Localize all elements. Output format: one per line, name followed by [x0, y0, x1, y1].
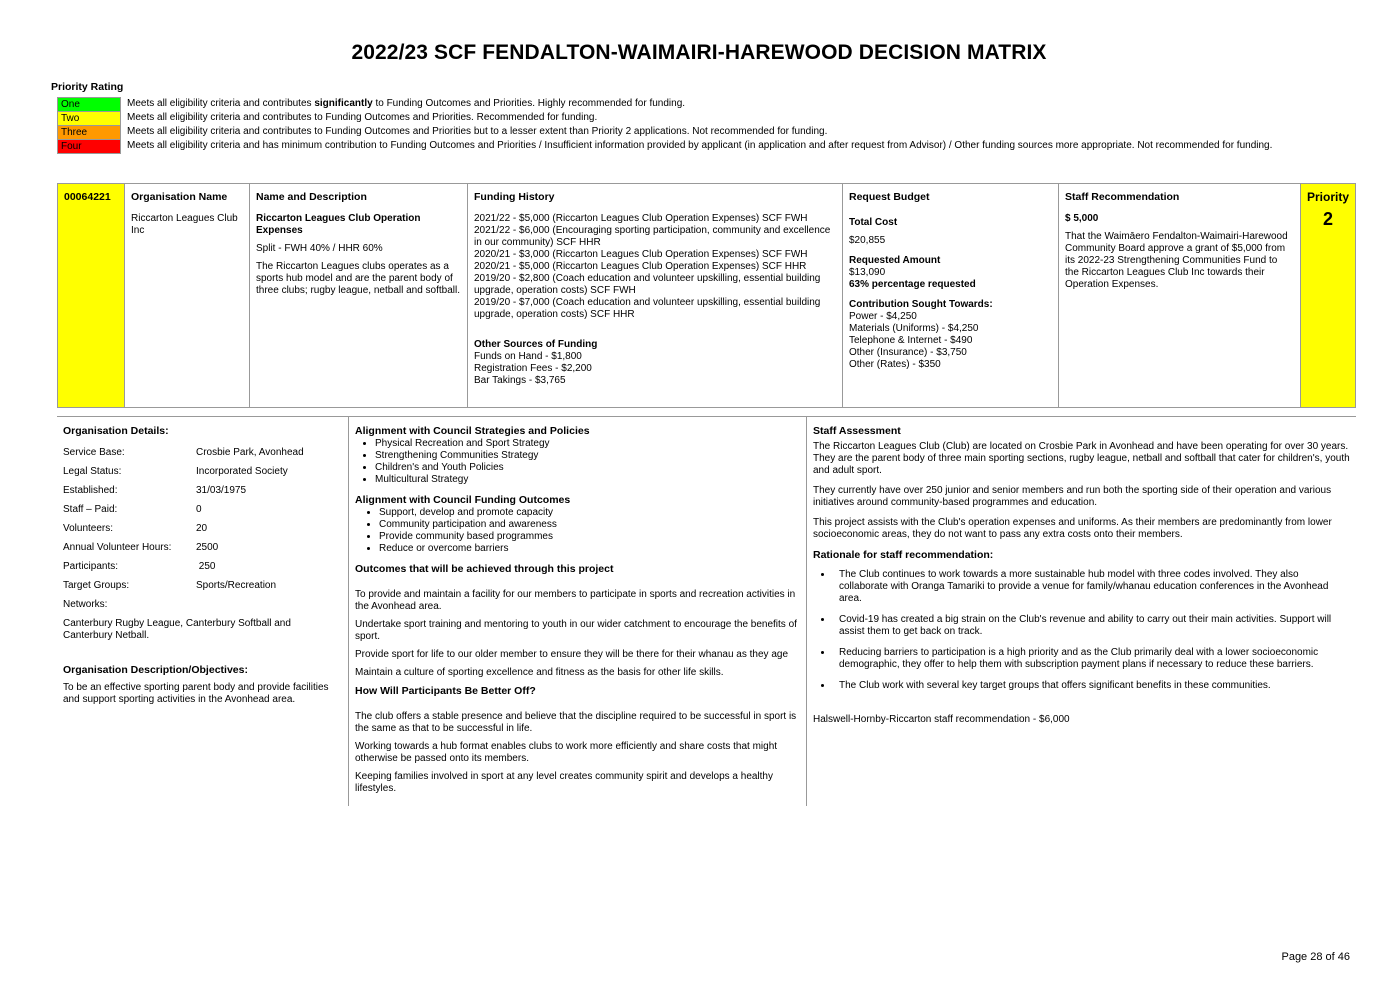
split: Split - FWH 40% / HHR 60% [256, 243, 383, 254]
list-item: • Provide community based programmes [379, 531, 800, 543]
strategies-list [355, 438, 800, 486]
rationale-heading: Rationale for staff recommendation: [813, 549, 994, 561]
outcomes-list [355, 507, 800, 555]
assessment-heading: Staff Assessment [813, 425, 901, 437]
list-item: • Strengthening Communities Strategy [375, 450, 800, 462]
priority-heading: Priority [1307, 190, 1350, 204]
recommendation-heading: Staff Recommendation [1065, 191, 1180, 203]
rationale-list [813, 569, 1350, 692]
recommendation-text: That the Waimāero Fendalton-Waimairi-Harewood Community Board approve a grant of $5,000 from its 2022-23 Strengthening Communities Fund to the Riccarton Leagues Club Inc towards their Operation Expenses. [1065, 231, 1288, 290]
contribution-item: Other (Rates) - $350 [849, 359, 941, 370]
staff-recommendation-cell [1059, 184, 1301, 407]
application-table [57, 183, 1356, 408]
contribution-item: Power - $4,250 [849, 311, 917, 322]
org-name: Riccarton Leagues Club Inc [131, 213, 238, 236]
networks-text: Canterbury Rugby League, Canterbury Softball and Canterbury Netball. [63, 618, 291, 641]
assessment-para: They currently have over 250 junior and senior members and run both the sporting side of their operation and various initiatives around community-based programmes and education. [813, 485, 1332, 508]
application-id-cell [58, 184, 125, 407]
priority-label: Two [57, 111, 121, 125]
detail-row: Target Groups: Sports/Recreation [63, 580, 277, 591]
alignment-section [349, 417, 807, 806]
name-heading: Name and Description [256, 191, 367, 203]
page-title: 2022/23 SCF FENDALTON-WAIMAIRI-HAREWOOD DECISION MATRIX [351, 41, 1047, 64]
org-description-heading: Organisation Description/Objectives: [63, 664, 248, 676]
staff-assessment [807, 417, 1356, 806]
funding-history-list [474, 213, 836, 321]
list-item: • Multicultural Strategy [375, 474, 800, 486]
other-sources-heading: Other Sources of Funding [474, 339, 598, 350]
assessment-para: The Riccarton Leagues Club (Club) are located on Crosbie Park in Avonhead and have been operating for over 30 years. They are the parent body of three main sporting sections, rugby league, netball and softball that cater for children's, youth and adult sport. [813, 441, 1350, 476]
project-description: The Riccarton Leagues clubs operates as a sports hub model and are the parent body of three clubs; rugby league, netball and softball. [256, 261, 461, 296]
contribution-item: Telephone & Internet - $490 [849, 335, 973, 346]
page-number: Page 28 of 46 [1281, 951, 1350, 963]
detail-row: Established: 31/03/1975 [63, 485, 247, 496]
requested-label: Requested Amount [849, 255, 941, 266]
list-item: • Children's and Youth Policies [375, 462, 800, 474]
list-item: • The Club work with several key target groups that offers significant benefits in these communities. [833, 680, 1350, 692]
description-cell [250, 184, 468, 407]
total-cost: $20,855 [849, 235, 886, 246]
detail-row: Networks: [63, 599, 108, 610]
total-cost-label: Total Cost [849, 217, 898, 228]
funding-item: 2019/20 - $2,800 (Coach education and volunteer upskilling, essential building upgrade, operation costs) SCF FWH [474, 273, 821, 296]
priority-desc: Meets all eligibility criteria and contributes significantly to Funding Outcomes and Priorities. Highly recommended for funding. [127, 98, 686, 109]
contribution-item: Materials (Uniforms) - $4,250 [849, 323, 979, 334]
priority-row [57, 125, 1317, 139]
funding-item: 2021/22 - $5,000 (Riccarton Leagues Club Operation Expenses) SCF FWH [474, 213, 808, 224]
list-item: • The Club continues to work towards a more sustainable hub model with three codes involved. They also collaborate with Oranga Tamariki to provide a venue for family/whanau education conferences in the Avonhead area. [833, 569, 1350, 605]
organisation-cell [125, 184, 250, 407]
list-item: • Community participation and awareness [379, 519, 800, 531]
detail-row: Participants: 250 [63, 561, 216, 572]
budget-heading: Request Budget [849, 191, 930, 203]
detail-row: Annual Volunteer Hours: 2500 [63, 542, 219, 553]
requested-amount: $13,090 [849, 267, 886, 278]
priority-row [57, 97, 1317, 111]
other-source: Bar Takings - $3,765 [474, 375, 566, 386]
funding-item: 2020/21 - $5,000 (Riccarton Leagues Club Operation Expenses) SCF HHR [474, 261, 807, 272]
achieved-item: Provide sport for life to our older member to ensure they will be there for their whanau as they age [355, 649, 789, 660]
priority-rating-table [57, 97, 1317, 154]
better-off-item: The club offers a stable presence and believe that the discipline required to be successful in sport is the same as that to be successful in life. [355, 711, 797, 734]
recommendation-amount: $ 5,000 [1065, 213, 1099, 224]
list-item: • Reduce or overcome barriers [379, 543, 800, 555]
org-heading: Organisation Name [131, 191, 228, 203]
priority-label: One [57, 97, 121, 111]
priority-rating-heading: Priority Rating [51, 81, 124, 93]
achieved-heading: Outcomes that will be achieved through this project [355, 563, 614, 575]
funding-item: 2021/22 - $6,000 (Encouraging sporting participation, community and excellence in our community) SCF HHR [474, 225, 831, 248]
detail-row: Volunteers: 20 [63, 523, 208, 534]
request-budget-cell [843, 184, 1059, 407]
priority-row [57, 139, 1317, 154]
other-source: Funds on Hand - $1,800 [474, 351, 582, 362]
funding-item: 2019/20 - $7,000 (Coach education and volunteer upskilling, essential building upgrade, operation costs) SCF HHR [474, 297, 821, 320]
priority-value: 2 [1323, 209, 1334, 229]
other-source: Registration Fees - $2,200 [474, 363, 592, 374]
hhr-recommendation: Halswell-Hornby-Riccarton staff recommendation - $6,000 [813, 714, 1070, 725]
funding-history-cell [468, 184, 843, 407]
priority-desc: Meets all eligibility criteria and contributes to Funding Outcomes and Priorities but to a lesser extent than Priority 2 applications. Not recommended for funding. [127, 126, 828, 137]
list-item: • Covid-19 has created a big strain on the Club's revenue and ability to carry out their main activities. Support will assist them to get back on track. [833, 614, 1350, 638]
achieved-item: Undertake sport training and mentoring to youth in our wider catchment to encourage the benefits of sport. [355, 619, 797, 642]
priority-label: Three [57, 125, 121, 139]
funding-heading: Funding History [474, 191, 555, 203]
priority-desc: Meets all eligibility criteria and contributes to Funding Outcomes and Priorities. Recommended for funding. [127, 112, 598, 123]
org-details-heading: Organisation Details: [63, 425, 169, 437]
detail-row: Service Base: Crosbie Park, Avonhead [63, 447, 304, 458]
priority-label: Four [57, 139, 121, 154]
strategies-heading: Alignment with Council Strategies and Policies [355, 425, 590, 437]
org-description: To be an effective sporting parent body and provide facilities and support sporting activities in the Avonhead area. [63, 682, 329, 705]
achieved-item: Maintain a culture of sporting excellence and fitness as the basis for other life skills. [355, 667, 724, 678]
list-item: • Physical Recreation and Sport Strategy [375, 438, 800, 450]
better-off-heading: How Will Participants Be Better Off? [355, 685, 536, 697]
list-item: • Support, develop and promote capacity [379, 507, 800, 519]
assessment-para: This project assists with the Club's operation expenses and uniforms. As their members are predominantly from lower socioeconomic areas, they do not want to pass any extra costs onto their members. [813, 517, 1332, 540]
priority-cell [1301, 184, 1355, 407]
better-off-item: Keeping families involved in sport at any level creates community spirit and develops a healthy lifestyles. [355, 771, 773, 794]
achieved-item: To provide and maintain a facility for our members to participate in sports and recreation activities in the Avonhead area. [355, 589, 796, 612]
contribution-item: Other (Insurance) - $3,750 [849, 347, 967, 358]
application-id: 00064221 [64, 191, 111, 203]
percentage-requested: 63% percentage requested [849, 279, 976, 290]
better-off-item: Working towards a hub format enables clubs to work more efficiently and share costs that might otherwise be passed onto its members. [355, 741, 778, 764]
detail-row: Legal Status: Incorporated Society [63, 466, 288, 477]
priority-desc: Meets all eligibility criteria and has minimum contribution to Funding Outcomes and Priorities / Insufficient information provided by applicant (in application and after request from Advisor) / Other funding sources more appropriate. Not recommended for funding. [127, 140, 1273, 151]
details-section [57, 416, 1356, 806]
priority-row [57, 111, 1317, 125]
project-name: Riccarton Leagues Club Operation Expenses [256, 213, 421, 236]
contribution-heading: Contribution Sought Towards: [849, 299, 993, 310]
detail-row: Staff – Paid: 0 [63, 504, 202, 515]
organisation-details [57, 417, 349, 806]
outcomes-heading: Alignment with Council Funding Outcomes [355, 494, 571, 506]
list-item: • Reducing barriers to participation is a high priority and as the Club primarily deal with a lower socioeconomic demographic, they offer to help them with subscription payment plans if necessary to reduce these barriers. [833, 647, 1350, 671]
funding-item: 2020/21 - $3,000 (Riccarton Leagues Club Operation Expenses) SCF FWH [474, 249, 808, 260]
